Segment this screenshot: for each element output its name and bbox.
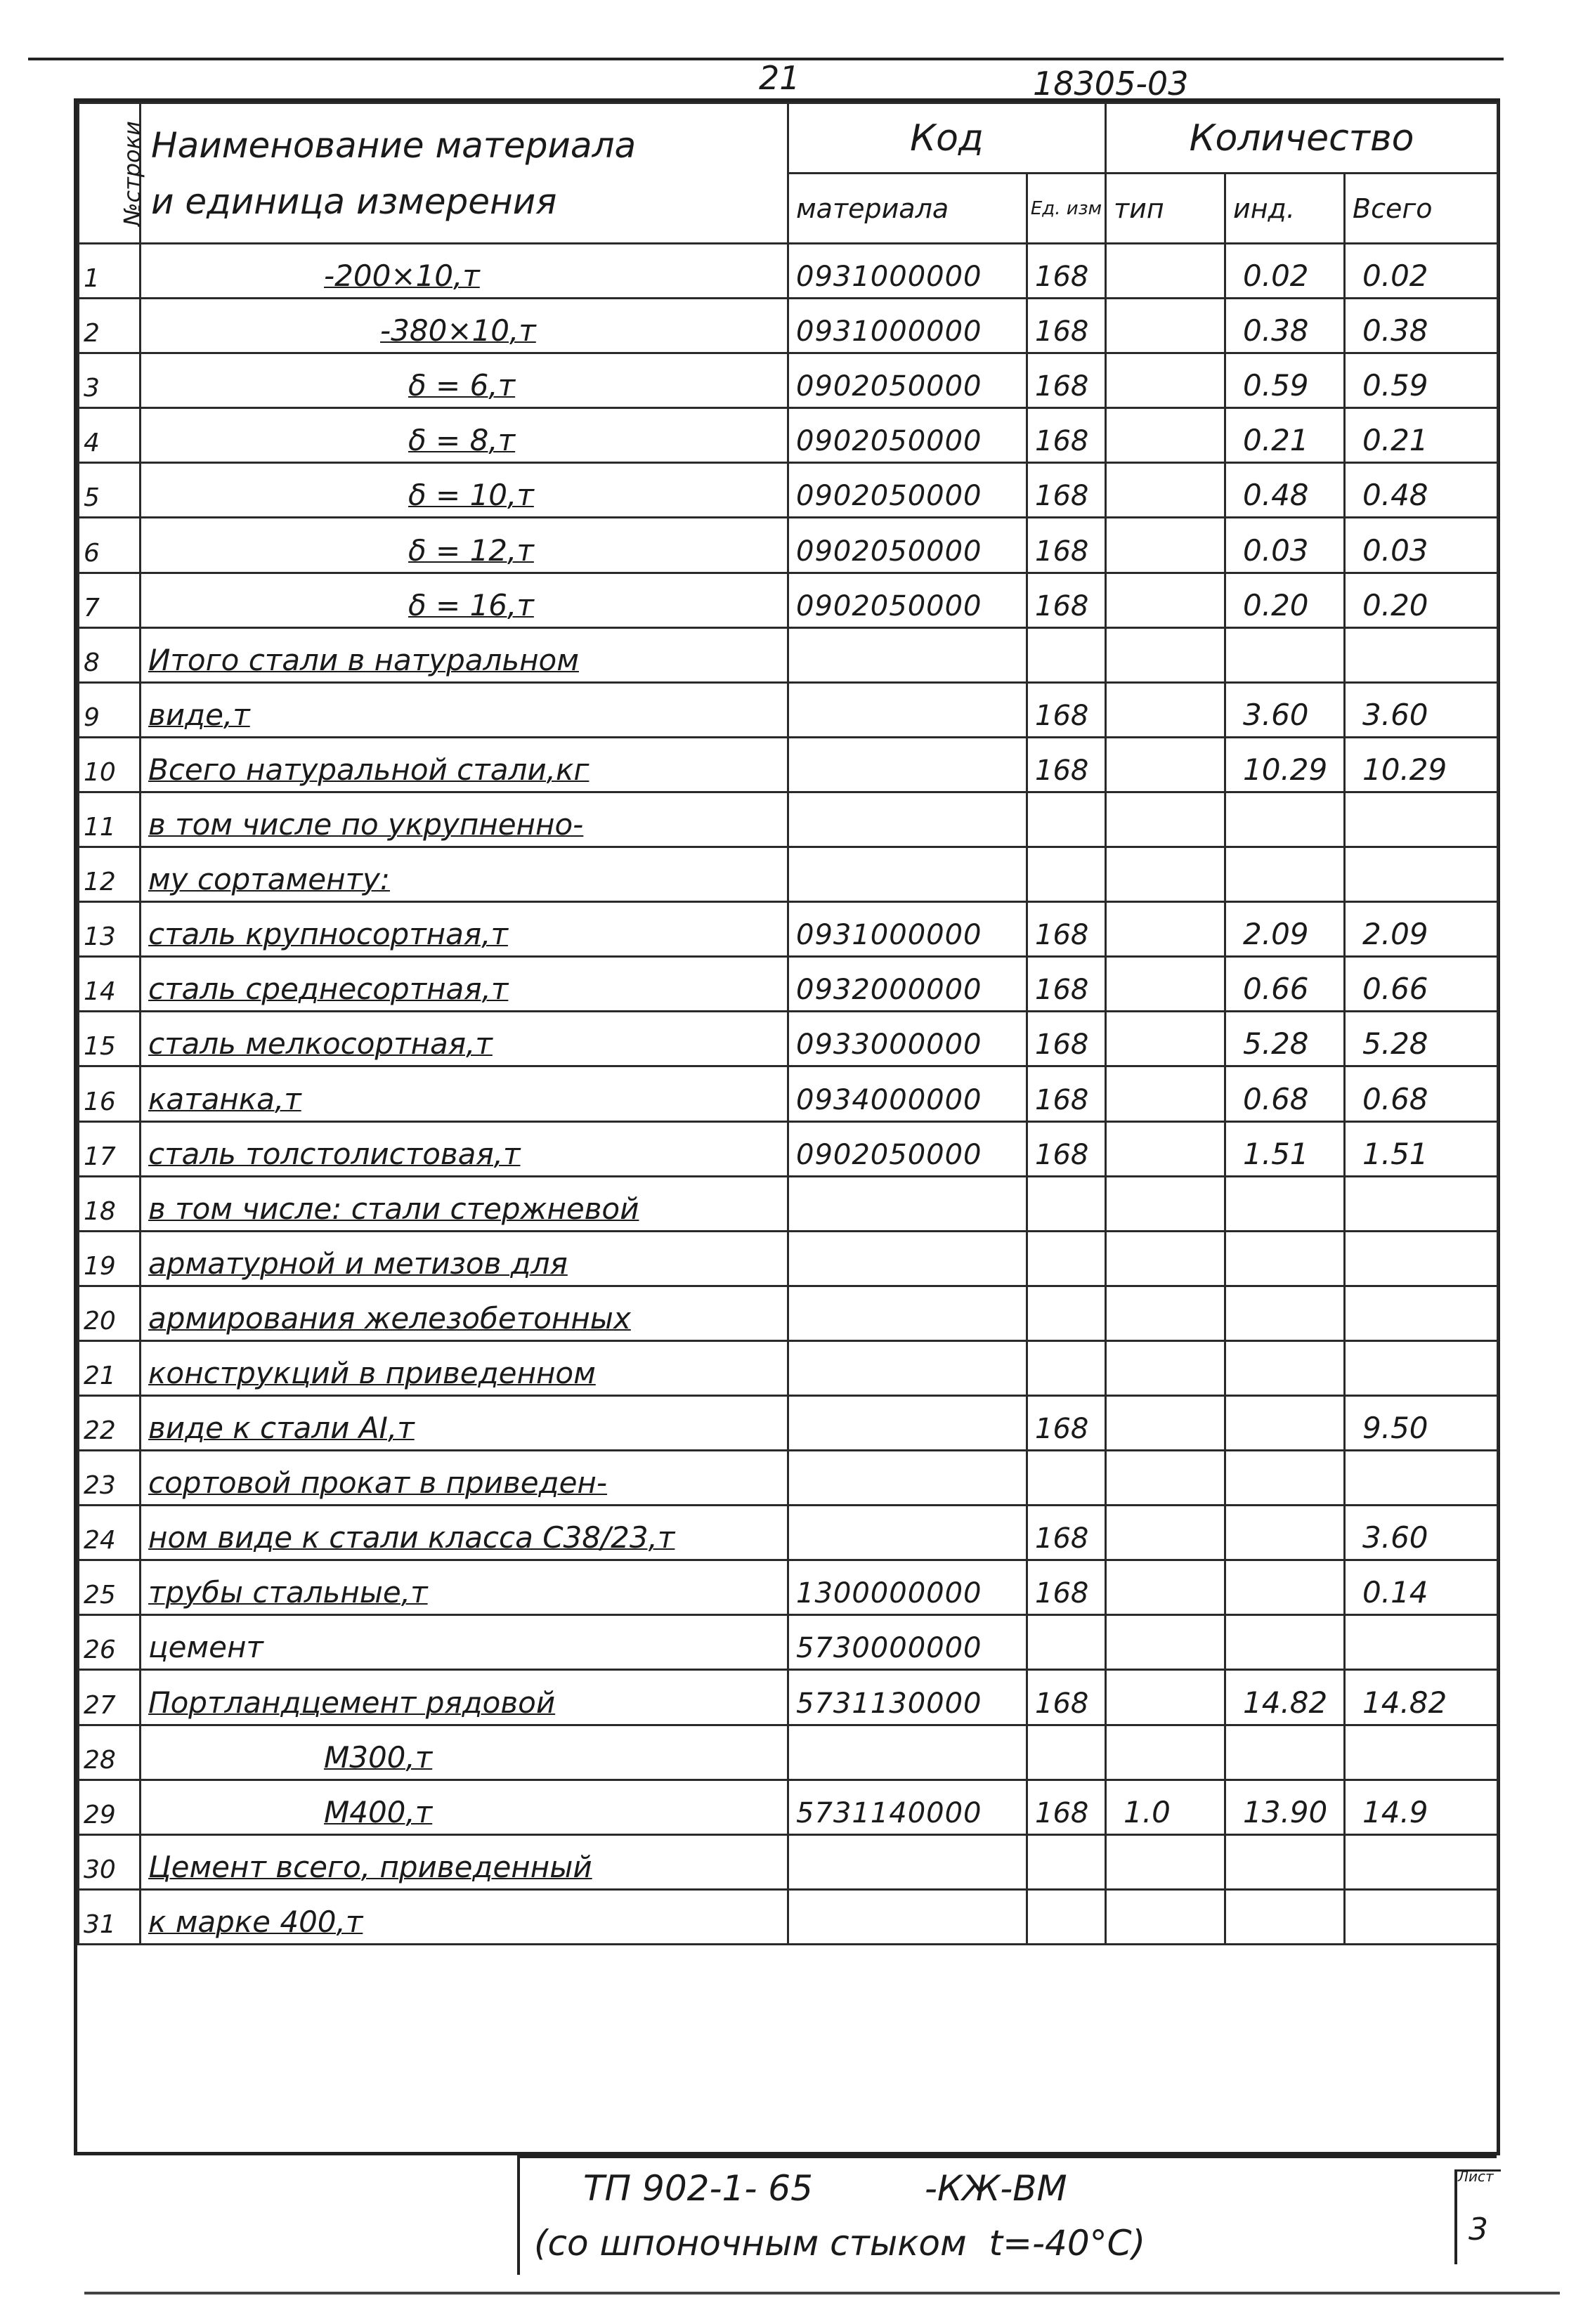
qty-total	[1345, 1834, 1498, 1889]
unit-code	[1027, 1725, 1106, 1780]
qty-total	[1345, 1889, 1498, 1944]
material-code	[788, 1725, 1027, 1780]
material-name: цемент	[141, 1615, 788, 1670]
qty-individual	[1225, 1615, 1345, 1670]
title-block-code: ТП 902-1- 65 -КЖ-ВМ	[583, 2168, 1067, 2209]
unit-code: 168	[1027, 463, 1106, 518]
material-name: ном виде к стали класса С38/23,т	[141, 1506, 788, 1560]
qty-individual	[1225, 1725, 1345, 1780]
header-qty-total: Всего	[1345, 174, 1498, 244]
qty-total	[1345, 1451, 1498, 1506]
material-name: армирования железобетонных	[141, 1286, 788, 1340]
unit-code: 168	[1027, 573, 1106, 627]
material-code: 0931000000	[788, 299, 1027, 353]
qty-total	[1345, 1340, 1498, 1395]
unit-code	[1027, 1834, 1106, 1889]
qty-type	[1106, 518, 1225, 573]
qty-total: 0.21	[1345, 408, 1498, 463]
qty-total	[1345, 627, 1498, 682]
qty-total: 0.14	[1345, 1560, 1498, 1615]
table-row	[79, 1395, 1498, 1450]
row-number: 24	[79, 1506, 141, 1560]
table-row	[79, 463, 1498, 518]
table-row	[79, 299, 1498, 353]
material-name: сталь толстолистовая,т	[141, 1121, 788, 1176]
qty-individual: 1.51	[1225, 1121, 1345, 1176]
unit-code: 168	[1027, 408, 1106, 463]
qty-type	[1106, 299, 1225, 353]
material-code: 0933000000	[788, 1012, 1027, 1066]
row-number: 8	[79, 627, 141, 682]
material-code: 0931000000	[788, 902, 1027, 957]
qty-individual: 0.68	[1225, 1066, 1345, 1121]
qty-total	[1345, 1176, 1498, 1231]
title-block-rule	[520, 2155, 1497, 2158]
unit-code: 168	[1027, 1780, 1106, 1834]
qty-total: 5.28	[1345, 1012, 1498, 1066]
row-number: 29	[79, 1780, 141, 1834]
qty-total	[1345, 1231, 1498, 1286]
table-row	[79, 1780, 1498, 1834]
row-number: 9	[79, 682, 141, 737]
unit-code: 168	[1027, 1012, 1106, 1066]
table-row	[79, 847, 1498, 902]
unit-code	[1027, 1615, 1106, 1670]
material-name: сталь среднесортная,т	[141, 957, 788, 1012]
table-row	[79, 244, 1498, 299]
qty-type	[1106, 1834, 1225, 1889]
material-name: виде к стали АI,т	[141, 1395, 788, 1450]
unit-code: 168	[1027, 1560, 1106, 1615]
qty-type	[1106, 1012, 1225, 1066]
qty-total: 0.02	[1345, 244, 1498, 299]
row-number: 30	[79, 1834, 141, 1889]
material-name: в том числе: стали стержневой	[141, 1176, 788, 1231]
qty-individual	[1225, 1889, 1345, 1944]
unit-code: 168	[1027, 518, 1106, 573]
row-number: 1	[79, 244, 141, 299]
row-number: 27	[79, 1670, 141, 1725]
qty-individual: 0.21	[1225, 408, 1345, 463]
qty-type: 1.0	[1106, 1780, 1225, 1834]
unit-code	[1027, 1231, 1106, 1286]
qty-type	[1106, 682, 1225, 737]
table-row	[79, 1066, 1498, 1121]
material-name: δ = 10,т	[141, 463, 788, 518]
material-name: Всего натуральной стали,кг	[141, 737, 788, 792]
qty-type	[1106, 573, 1225, 627]
material-code: 0902050000	[788, 463, 1027, 518]
material-name: Итого стали в натуральном	[141, 627, 788, 682]
title-block-description: (со шпоночным стыком t=-40°C)	[534, 2223, 1146, 2264]
table-row	[79, 518, 1498, 573]
material-code	[788, 1231, 1027, 1286]
row-number: 4	[79, 408, 141, 463]
table-row	[79, 627, 1498, 682]
header-code-group: Код	[788, 103, 1106, 174]
table-body	[79, 244, 1498, 1945]
qty-individual	[1225, 1560, 1345, 1615]
material-name: δ = 12,т	[141, 518, 788, 573]
qty-total	[1345, 792, 1498, 847]
material-code	[788, 1286, 1027, 1340]
title-block-left	[77, 2155, 520, 2275]
unit-code: 168	[1027, 682, 1106, 737]
material-code	[788, 1889, 1027, 1944]
qty-individual: 0.20	[1225, 573, 1345, 627]
qty-total	[1345, 1725, 1498, 1780]
qty-type	[1106, 463, 1225, 518]
material-name: сталь мелкосортная,т	[141, 1012, 788, 1066]
qty-type	[1106, 408, 1225, 463]
qty-type	[1106, 1395, 1225, 1450]
qty-type	[1106, 353, 1225, 408]
material-code: 0931000000	[788, 244, 1027, 299]
material-name: М400,т	[141, 1780, 788, 1834]
unit-code: 168	[1027, 902, 1106, 957]
qty-individual	[1225, 1451, 1345, 1506]
row-number: 11	[79, 792, 141, 847]
table-row	[79, 1670, 1498, 1725]
material-code	[788, 737, 1027, 792]
qty-individual: 14.82	[1225, 1670, 1345, 1725]
qty-total: 0.48	[1345, 463, 1498, 518]
row-number: 15	[79, 1012, 141, 1066]
material-code: 0902050000	[788, 408, 1027, 463]
header-material-name: Наименование материала и единица измерения	[141, 103, 788, 244]
qty-individual: 13.90	[1225, 1780, 1345, 1834]
table-row	[79, 353, 1498, 408]
material-code	[788, 792, 1027, 847]
table-row	[79, 573, 1498, 627]
table-row	[79, 1451, 1498, 1506]
material-name: арматурной и метизов для	[141, 1231, 788, 1286]
unit-code: 168	[1027, 737, 1106, 792]
unit-code	[1027, 1176, 1106, 1231]
material-code	[788, 1834, 1027, 1889]
qty-individual	[1225, 1395, 1345, 1450]
material-code	[788, 1395, 1027, 1450]
material-name: сортовой прокат в приведен-	[141, 1451, 788, 1506]
qty-total: 0.66	[1345, 957, 1498, 1012]
qty-total: 14.82	[1345, 1670, 1498, 1725]
row-number: 7	[79, 573, 141, 627]
table-row	[79, 408, 1498, 463]
table-row	[79, 682, 1498, 737]
header-quantity-group: Количество	[1106, 103, 1498, 174]
qty-individual: 2.09	[1225, 902, 1345, 957]
qty-individual: 0.66	[1225, 957, 1345, 1012]
materials-table	[77, 102, 1499, 1945]
qty-type	[1106, 1670, 1225, 1725]
material-name: δ = 8,т	[141, 408, 788, 463]
qty-type	[1106, 1286, 1225, 1340]
row-number: 18	[79, 1176, 141, 1231]
row-number: 5	[79, 463, 141, 518]
material-name: сталь крупносортная,т	[141, 902, 788, 957]
header-row-number: №строки	[79, 103, 141, 244]
material-name: -380×10,т	[141, 299, 788, 353]
qty-individual	[1225, 1286, 1345, 1340]
material-name: -200×10,т	[141, 244, 788, 299]
row-number: 23	[79, 1451, 141, 1506]
header-qty-type: тип	[1106, 174, 1225, 244]
qty-type	[1106, 1176, 1225, 1231]
qty-individual: 0.48	[1225, 463, 1345, 518]
unit-code: 168	[1027, 1670, 1106, 1725]
table-row	[79, 957, 1498, 1012]
row-number: 19	[79, 1231, 141, 1286]
table-row	[79, 1286, 1498, 1340]
row-number: 31	[79, 1889, 141, 1944]
sheet-box-number: 3	[1468, 2212, 1488, 2247]
qty-individual: 3.60	[1225, 682, 1345, 737]
row-number: 22	[79, 1395, 141, 1450]
qty-individual	[1225, 1340, 1345, 1395]
table-row	[79, 1121, 1498, 1176]
qty-total: 3.60	[1345, 1506, 1498, 1560]
qty-total: 0.03	[1345, 518, 1498, 573]
table-row	[79, 792, 1498, 847]
qty-individual	[1225, 1176, 1345, 1231]
material-code	[788, 1340, 1027, 1395]
qty-individual	[1225, 1231, 1345, 1286]
material-name: Портландцемент рядовой	[141, 1670, 788, 1725]
material-code: 0902050000	[788, 518, 1027, 573]
qty-type	[1106, 244, 1225, 299]
document-code: 18305-03	[1033, 65, 1189, 103]
bottom-rule	[84, 2292, 1560, 2294]
qty-individual	[1225, 627, 1345, 682]
qty-individual	[1225, 1506, 1345, 1560]
qty-type	[1106, 957, 1225, 1012]
qty-type	[1106, 1560, 1225, 1615]
unit-code: 168	[1027, 957, 1106, 1012]
unit-code: 168	[1027, 353, 1106, 408]
qty-total: 0.20	[1345, 573, 1498, 627]
unit-code	[1027, 792, 1106, 847]
qty-individual: 5.28	[1225, 1012, 1345, 1066]
qty-total: 0.59	[1345, 353, 1498, 408]
unit-code	[1027, 627, 1106, 682]
qty-type	[1106, 847, 1225, 902]
row-number: 12	[79, 847, 141, 902]
table-row	[79, 1340, 1498, 1395]
qty-type	[1106, 627, 1225, 682]
material-code	[788, 627, 1027, 682]
header-code-material: материала	[788, 174, 1027, 244]
qty-total: 14.9	[1345, 1780, 1498, 1834]
unit-code	[1027, 1451, 1106, 1506]
qty-type	[1106, 1451, 1225, 1506]
material-name: виде,т	[141, 682, 788, 737]
title-block	[77, 2155, 1497, 2275]
material-code	[788, 682, 1027, 737]
material-name: в том числе по укрупненно-	[141, 792, 788, 847]
qty-type	[1106, 737, 1225, 792]
material-name: δ = 6,т	[141, 353, 788, 408]
table-row	[79, 1176, 1498, 1231]
material-name: δ = 16,т	[141, 573, 788, 627]
row-number: 13	[79, 902, 141, 957]
row-number: 16	[79, 1066, 141, 1121]
row-number: 25	[79, 1560, 141, 1615]
qty-type	[1106, 1506, 1225, 1560]
qty-type	[1106, 1615, 1225, 1670]
row-number: 2	[79, 299, 141, 353]
material-name: трубы стальные,т	[141, 1560, 788, 1615]
material-code: 5731140000	[788, 1780, 1027, 1834]
qty-type	[1106, 1340, 1225, 1395]
row-number: 17	[79, 1121, 141, 1176]
qty-total: 10.29	[1345, 737, 1498, 792]
unit-code	[1027, 1889, 1106, 1944]
qty-total: 9.50	[1345, 1395, 1498, 1450]
qty-total	[1345, 1615, 1498, 1670]
row-number: 28	[79, 1725, 141, 1780]
row-number: 21	[79, 1340, 141, 1395]
qty-total: 0.68	[1345, 1066, 1498, 1121]
table-row	[79, 1012, 1498, 1066]
qty-type	[1106, 902, 1225, 957]
material-name: Цемент всего, приведенный	[141, 1834, 788, 1889]
qty-total: 3.60	[1345, 682, 1498, 737]
material-code	[788, 1451, 1027, 1506]
qty-total: 1.51	[1345, 1121, 1498, 1176]
qty-individual: 0.59	[1225, 353, 1345, 408]
header-code-unit: Ед. изм	[1027, 174, 1106, 244]
table-row	[79, 1231, 1498, 1286]
material-code: 0934000000	[788, 1066, 1027, 1121]
row-number: 14	[79, 957, 141, 1012]
material-code: 5731130000	[788, 1670, 1027, 1725]
header-qty-individual: инд.	[1225, 174, 1345, 244]
unit-code	[1027, 1286, 1106, 1340]
material-code	[788, 1176, 1027, 1231]
table-row	[79, 1560, 1498, 1615]
table-row	[79, 1834, 1498, 1889]
qty-total	[1345, 1286, 1498, 1340]
material-code: 1300000000	[788, 1560, 1027, 1615]
table-row	[79, 737, 1498, 792]
qty-individual: 0.38	[1225, 299, 1345, 353]
row-number: 20	[79, 1286, 141, 1340]
material-code: 0902050000	[788, 573, 1027, 627]
unit-code: 168	[1027, 1506, 1106, 1560]
unit-code: 168	[1027, 1066, 1106, 1121]
unit-code: 168	[1027, 299, 1106, 353]
qty-individual: 0.02	[1225, 244, 1345, 299]
material-code: 0902050000	[788, 353, 1027, 408]
qty-total: 0.38	[1345, 299, 1498, 353]
row-number: 6	[79, 518, 141, 573]
table-row	[79, 1615, 1498, 1670]
qty-total	[1345, 847, 1498, 902]
unit-code	[1027, 847, 1106, 902]
material-code: 5730000000	[788, 1615, 1027, 1670]
material-name: к марке 400,т	[141, 1889, 788, 1944]
table-row	[79, 902, 1498, 957]
qty-type	[1106, 792, 1225, 847]
unit-code: 168	[1027, 244, 1106, 299]
row-number: 26	[79, 1615, 141, 1670]
sheet-label: Лист	[1458, 2168, 1494, 2185]
qty-individual: 10.29	[1225, 737, 1345, 792]
material-name: конструкций в приведенном	[141, 1340, 788, 1395]
qty-individual	[1225, 1834, 1345, 1889]
material-name: му сортаменту:	[141, 847, 788, 902]
unit-code	[1027, 1340, 1106, 1395]
material-code	[788, 847, 1027, 902]
qty-type	[1106, 1725, 1225, 1780]
qty-total: 2.09	[1345, 902, 1498, 957]
table-row	[79, 1725, 1498, 1780]
row-number: 3	[79, 353, 141, 408]
qty-individual: 0.03	[1225, 518, 1345, 573]
table-row	[79, 1506, 1498, 1560]
qty-individual	[1225, 847, 1345, 902]
material-code	[788, 1506, 1027, 1560]
row-number: 10	[79, 737, 141, 792]
qty-type	[1106, 1889, 1225, 1944]
material-code: 0902050000	[788, 1121, 1027, 1176]
unit-code: 168	[1027, 1121, 1106, 1176]
material-code: 0932000000	[788, 957, 1027, 1012]
qty-type	[1106, 1231, 1225, 1286]
qty-type	[1106, 1066, 1225, 1121]
unit-code: 168	[1027, 1395, 1106, 1450]
table-row	[79, 1889, 1498, 1944]
qty-individual	[1225, 792, 1345, 847]
material-name: катанка,т	[141, 1066, 788, 1121]
material-name: М300,т	[141, 1725, 788, 1780]
sheet-number: 21	[759, 59, 800, 97]
qty-type	[1106, 1121, 1225, 1176]
